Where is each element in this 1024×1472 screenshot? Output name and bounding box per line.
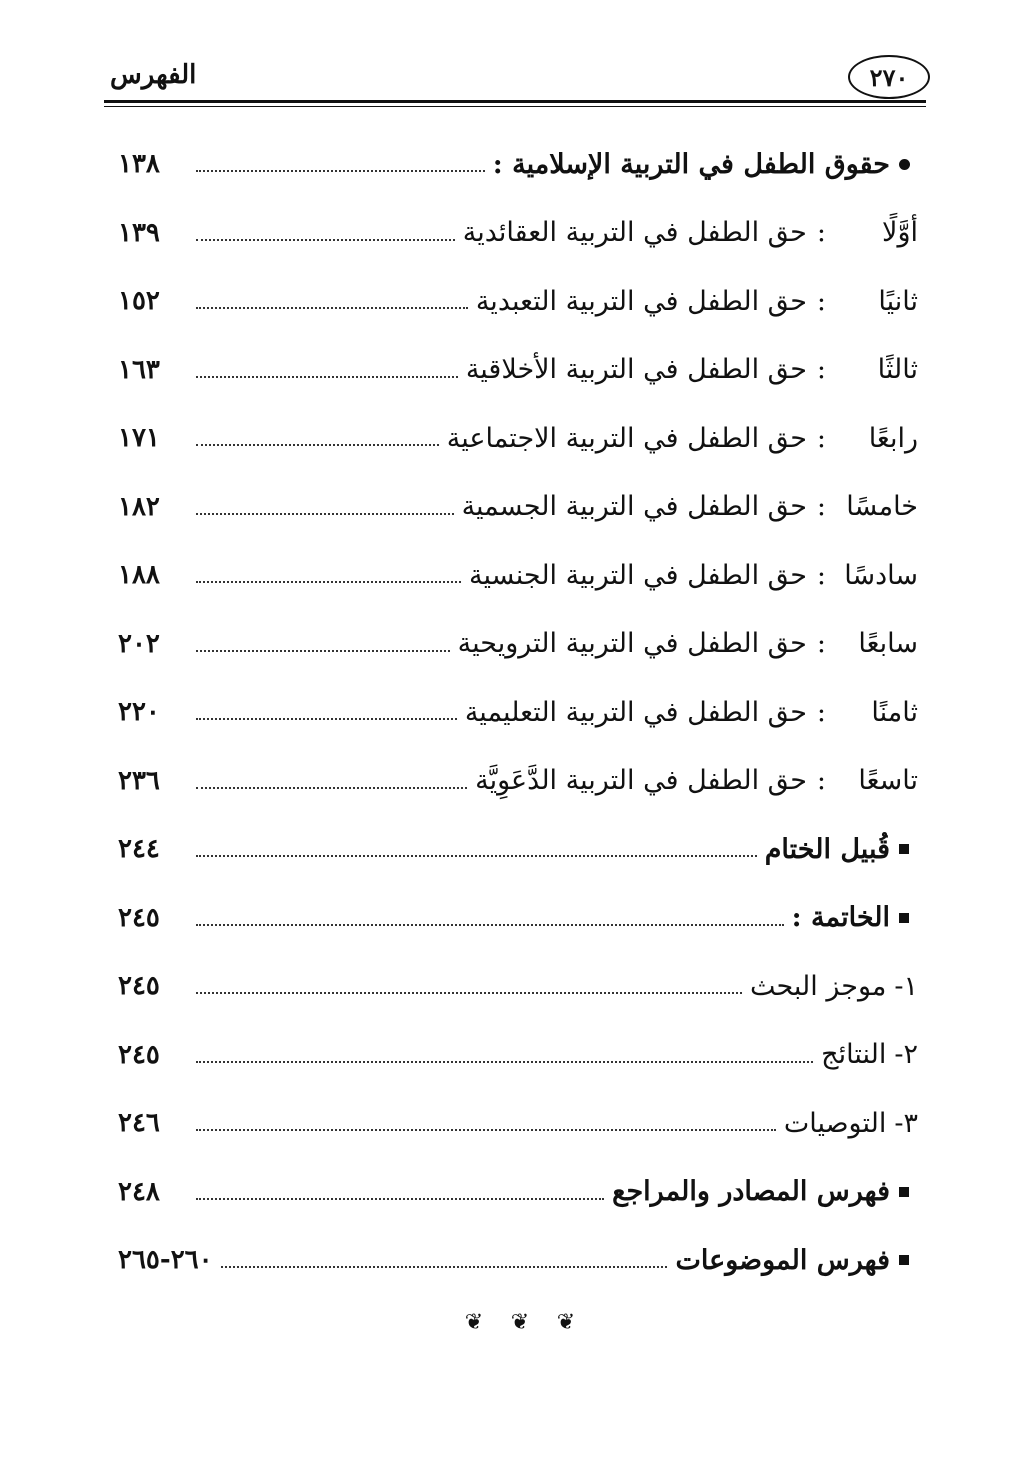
dot-leader [196,718,457,720]
toc-entry-title: قُبيل الختام [764,833,890,865]
dot-leader [196,513,454,515]
toc-entry-page-number: ٢٤٦ [118,1108,160,1139]
toc-entry-ordinal: تاسعًا [858,765,918,797]
toc-entry-separator: : [816,765,826,797]
toc-entry [118,678,918,747]
square-bullet-icon [890,844,918,854]
dot-leader [196,855,757,857]
toc-entry-separator: : [816,559,826,591]
toc-entry-ordinal: ٢- [894,1039,918,1071]
toc-entry-ordinal: ثامنًا [871,696,918,728]
dot-leader [196,992,742,994]
dot-leader [196,1129,776,1131]
toc-entry-page-number: ١٥٢ [118,286,160,317]
toc-entry-title: حق الطفل في التربية الدَّعَوِيَّة [475,765,807,797]
toc-entry-title: حق الطفل في التربية الاجتماعية [446,422,807,454]
toc-entry-page-number: ١٣٩ [118,217,160,248]
toc-entry-page-number: ٢٤٤ [118,834,160,865]
toc-entry-title: الخاتمة : [791,902,890,934]
toc-entry-title: فهرس المصادر والمراجع [612,1176,890,1208]
toc-entry-ordinal: سادسًا [844,559,918,591]
floral-ornament-icon: ❦ [556,1310,576,1335]
toc-entry-page-number: ٢٤٥ [118,1039,160,1070]
toc-entry-title: حق الطفل في التربية التعليمية [464,696,807,728]
toc-entry [118,541,918,610]
page-number-badge [848,55,930,99]
toc-entry-page-number: ٢٣٦ [118,765,160,796]
toc-entry-separator: : [816,696,826,728]
floral-ornament-icon: ❦ [464,1310,484,1335]
toc-entry-title: التوصيات [783,1107,887,1139]
toc-entry-separator: : [816,354,826,386]
toc-entry-separator: : [816,217,826,249]
footer-ornaments [460,1308,580,1338]
toc-entry-page-number: ٢٢٠ [118,697,160,728]
dot-leader [196,924,784,926]
toc-entry-title: موجز البحث [749,970,887,1002]
square-bullet-icon [890,1255,918,1265]
toc-entry [118,199,918,268]
toc-entry [118,130,918,199]
table-of-contents [118,130,918,1295]
toc-entry [118,1089,918,1158]
toc-entry-ordinal: ثالثًا [877,354,918,386]
dot-leader [196,307,468,309]
dot-leader [196,650,450,652]
toc-entry-page-number: ٢٦٠-٢٦٥ [118,1245,213,1276]
toc-entry-title: حق الطفل في التربية الأخلاقية [465,354,807,386]
toc-entry-title: حق الطفل في التربية الجنسية [469,559,807,591]
toc-entry [118,815,918,884]
toc-entry-page-number: ٢٠٢ [118,628,160,659]
square-bullet-icon [890,1187,918,1197]
toc-entry [118,952,918,1021]
floral-ornament-icon: ❦ [510,1310,530,1335]
dot-leader [196,170,485,172]
dot-leader [196,1198,604,1200]
page-number: ٢٧٠ [869,62,909,92]
toc-entry-page-number: ٢٤٥ [118,902,160,933]
toc-entry [118,884,918,953]
dot-leader [196,581,461,583]
dot-leader [196,376,458,378]
toc-entry-page-number: ١٨٢ [118,491,160,522]
toc-entry-title: حق الطفل في التربية الترويحية [457,628,807,660]
toc-entry-title: فهرس الموضوعات [675,1244,890,1276]
toc-entry-title: حق الطفل في التربية العقائدية [462,217,807,249]
toc-entry-page-number: ١٦٣ [118,354,160,385]
running-title: الفهرس [110,60,197,90]
toc-entry-page-number: ٢٤٥ [118,971,160,1002]
toc-entry [118,473,918,542]
toc-entry-title: حقوق الطفل في التربية الإسلامية : [492,148,890,180]
toc-entry-page-number: ٢٤٨ [118,1176,160,1207]
toc-entry [118,747,918,816]
toc-entry [118,610,918,679]
dot-leader [196,239,455,241]
toc-entry-ordinal: أوَّلًا [882,217,918,249]
toc-entry-title: حق الطفل في التربية الجسمية [461,491,807,523]
toc-entry-ordinal: ثانيًا [878,285,918,317]
toc-entry-separator: : [816,422,826,454]
header-rule-thick [104,100,926,103]
toc-entry [118,1226,918,1295]
dot-leader [221,1266,668,1268]
toc-entry-separator: : [816,628,826,660]
toc-entry-page-number: ١٧١ [118,423,160,454]
dot-leader [196,787,467,789]
round-bullet-icon [890,159,918,170]
toc-entry-title: النتائج [821,1039,887,1071]
square-bullet-icon [890,913,918,923]
toc-entry [118,1021,918,1090]
toc-entry-ordinal: ١- [894,970,918,1002]
toc-entry [118,267,918,336]
toc-entry-ordinal: سابعًا [858,628,918,660]
toc-entry [118,336,918,405]
toc-entry-page-number: ١٨٨ [118,560,160,591]
toc-entry [118,1158,918,1227]
toc-entry-ordinal: ٣- [894,1107,918,1139]
toc-entry-title: حق الطفل في التربية التعبدية [475,285,807,317]
dot-leader [196,444,439,446]
toc-entry-separator: : [816,491,826,523]
dot-leader [196,1061,813,1063]
toc-entry-ordinal: خامسًا [846,491,918,523]
toc-entry-page-number: ١٣٨ [118,149,160,180]
toc-entry-ordinal: رابعًا [868,422,918,454]
toc-entry [118,404,918,473]
header-rule-thin [104,106,926,107]
toc-entry-separator: : [816,285,826,317]
